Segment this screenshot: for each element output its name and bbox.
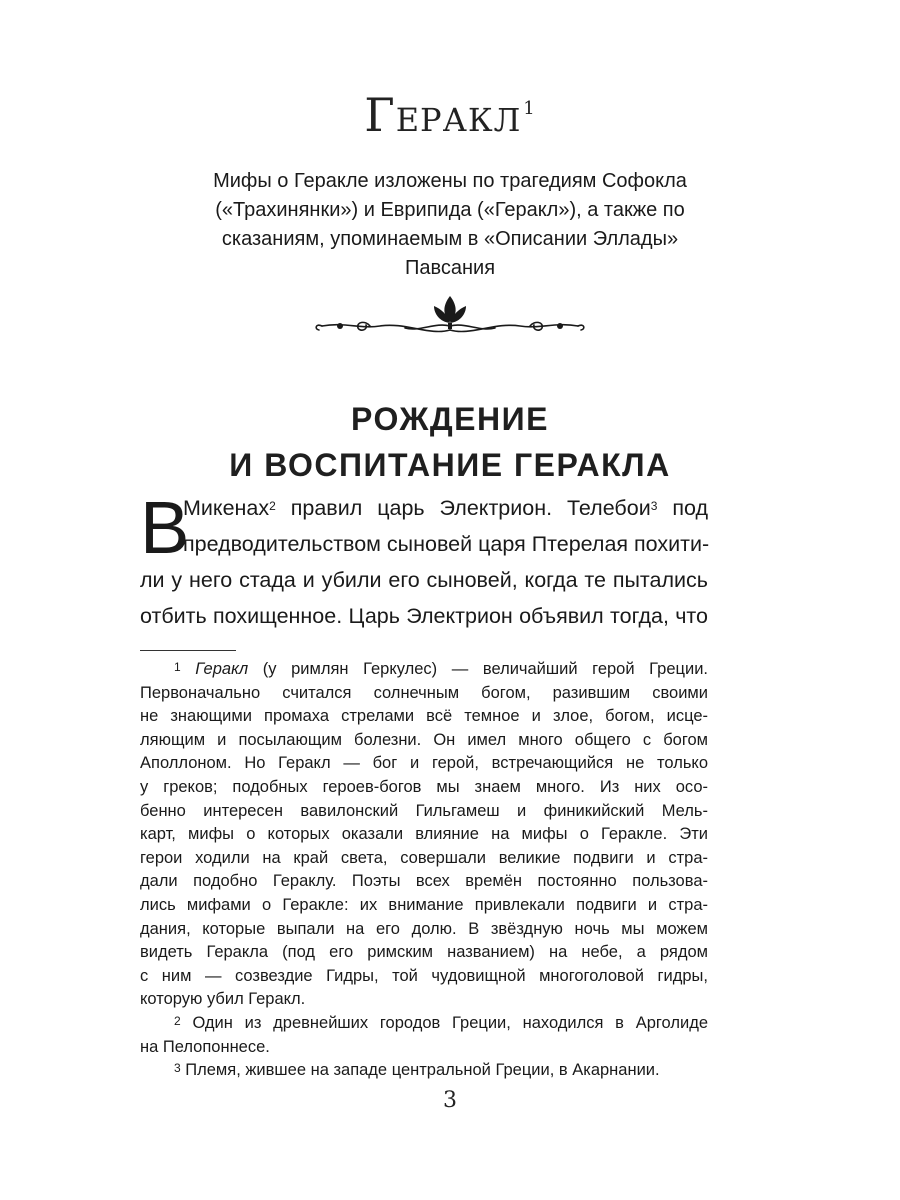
- footnote-1-line: с ним — созвездие Гидры, той чудовищной многоголовой гидры,: [140, 966, 708, 985]
- footnote-separator: [140, 650, 236, 651]
- footnote-1-line: Аполлоном. Но Геракл — бог и герой, встречающийся не только: [140, 754, 708, 773]
- footnotes: [140, 658, 708, 1083]
- epigraph-line: Мифы о Геракле изложены по трагедиям Софокла: [213, 170, 687, 192]
- chapter-heading: [0, 396, 900, 488]
- footnote-2-line: на Пелопоннесе.: [140, 1037, 270, 1056]
- footnote-1-line: герои ходили на край света, совершали великие подвиги и стра-: [140, 848, 708, 867]
- footnote-marker: 3: [174, 1061, 181, 1076]
- footnote-2-line: [140, 1012, 708, 1036]
- footnote-1-line: которую убил Геракл.: [140, 990, 306, 1009]
- footnote-1-line: карт, мифы о которых оказали влияние на мифы о Геракле. Эти: [140, 825, 708, 844]
- footnote-3-line: [140, 1059, 708, 1083]
- drop-cap: В: [140, 486, 190, 569]
- epigraph-line: сказаниям, упоминаемым в «Описании Эллады»: [221, 228, 679, 250]
- footnote-ref: 3: [650, 499, 658, 513]
- body-text-segment: под: [657, 496, 708, 520]
- footnote-text: Один из древнейших городов Греции, находился в Арголиде: [180, 1013, 708, 1032]
- body-line: ли у него стада и убили его сыновей, когда те пытались: [140, 568, 708, 592]
- body-text-segment: правил царь Электрион. Телебои: [275, 496, 651, 520]
- epigraph: [150, 167, 750, 283]
- body-line: [140, 490, 708, 526]
- footnote-1-line: лись мифами о Геракле: их внимание привлекали подвиги и стра-: [140, 895, 708, 914]
- title-footnote-ref: 1: [523, 98, 536, 119]
- page-number: 3: [443, 1088, 457, 1113]
- footnote-1-line: Первоначально считался солнечным богом, разившим своими: [140, 683, 708, 702]
- title-text: Геракл: [364, 88, 522, 142]
- footnote-1-line: у греков; подобных героев-богов мы знаем много. Из них осо-: [140, 777, 708, 796]
- footnote-1-line: не знающими промаха стрелами всё темное и злое, богом, исце-: [140, 707, 708, 726]
- chapter-heading-line2: И ВОСПИТАНИЕ ГЕРАКЛА: [229, 447, 671, 483]
- epigraph-line: Павсания: [404, 257, 496, 279]
- chapter-heading-line1: РОЖДЕНИЕ: [351, 401, 549, 437]
- footnote-text: Племя, жившее на западе центральной Греции, в Акарнании.: [180, 1061, 660, 1080]
- footnote-text: (у римлян Геркулес) — величайший герой Греции.: [248, 660, 708, 678]
- body-paragraph: [140, 486, 710, 634]
- body-text-segment: Микенах: [183, 496, 270, 520]
- body-line: предводительством сыновей царя Птерелая похити-: [183, 532, 710, 556]
- body-line: отбить похищенное. Царь Электрион объявил тогда, что: [140, 604, 708, 628]
- footnote-1-line: видеть Геракла (под его римским названием) на небе, а рядом: [140, 943, 708, 962]
- footnote-term: Геракл: [195, 660, 249, 678]
- flourish-ornament-icon: [310, 292, 590, 342]
- footnote-1-line: дали подобно Гераклу. Поэты всех времён постоянно пользова-: [140, 872, 708, 891]
- footnote-marker: 2: [174, 1013, 181, 1028]
- footnote-1-line: [140, 658, 708, 682]
- page-title: [0, 88, 900, 142]
- epigraph-line: («Трахинянки») и Еврипида («Геракл»), а также по: [215, 199, 685, 221]
- footnote-marker: 1: [174, 660, 181, 674]
- footnote-1-line: ляющим и посылающим болезни. Он имел много общего с богом: [140, 730, 708, 749]
- footnote-1-line: дания, которые выпали на его долю. В звёздную ночь мы можем: [140, 919, 708, 938]
- footnote-1-line: бенно интересен вавилонский Гильгамеш и финикийский Мель-: [140, 801, 708, 820]
- footnote-ref: 2: [269, 499, 276, 513]
